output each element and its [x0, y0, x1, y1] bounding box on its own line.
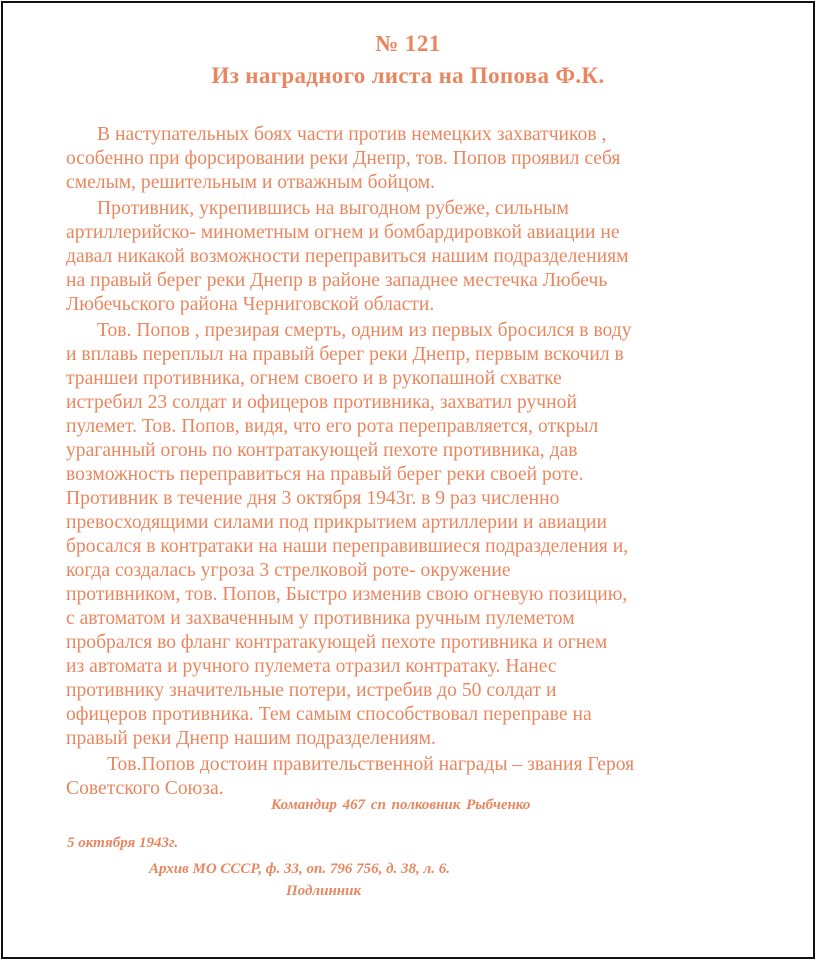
body-line: пулемет. Тов. Попов, видя, что его рота переправляется, открыл — [66, 416, 599, 437]
document-number: № 121 — [375, 31, 441, 56]
body-line: бросался в контратаки на наши переправившиеся подразделения и, — [66, 536, 629, 557]
body-line: артиллерийско- минометным огнем и бомбардировкой авиации не — [66, 222, 620, 243]
body-line: траншеи противника, огнем своего и в рукопашной схватке — [66, 368, 562, 389]
body-line: возможность переправиться на правый берег реки своей роте. — [66, 464, 584, 485]
body-line: Противник в течение дня 3 октября 1943г. в 9 раз численно — [66, 488, 560, 509]
body-line: особенно при форсировании реки Днепр, тов. Попов проявил себя — [66, 148, 621, 169]
document-title: Из наградного листа на Попова Ф.К. — [211, 63, 605, 88]
body-line: противником, тов. Попов, Быстро изменив свою огневую позицию, — [66, 584, 628, 605]
body-line: из автомата и ручного пулемета отразил контратаку. Нанес — [66, 656, 557, 677]
body-line: истребил 23 солдат и офицеров противника, захватил ручной — [66, 392, 577, 413]
body-line: с автоматом и захваченным у противника ручным пулеметом — [66, 608, 575, 629]
body-line: противнику значительные потери, истребив до 50 солдат и — [66, 680, 557, 701]
page-frame — [1, 1, 815, 959]
body-line: Тов. Попов , презирая смерть, одним из первых бросился в воду — [97, 320, 632, 341]
body-line: правый реки Днепр нашим подразделениям. — [66, 728, 436, 749]
body-line: пробрался во фланг контратакующей пехоте противника и огнем — [66, 632, 608, 653]
body-line: Тов.Попов достоин правительственной награды – звания Героя — [107, 754, 635, 775]
body-line: превосходящими силами под прикрытием артиллерии и авиации — [66, 512, 607, 533]
award-document — [3, 3, 813, 957]
body-line: когда создалась угроза 3 стрелковой роте- окружение — [66, 560, 511, 581]
body-line: и вплавь переплыл на правый берег реки Днепр, первым вскочил в — [66, 344, 624, 365]
archive-reference: Архив МО СССР, ф. 33, оп. 796 756, д. 38, л. 6. — [149, 861, 450, 877]
document-date: 5 октября 1943г. — [67, 835, 179, 851]
body-line: смелым, решительным и отважным бойцом. — [66, 172, 436, 193]
body-line: Противник, укрепившись на выгодном рубеже, сильным — [97, 198, 569, 219]
body-line: на правый берег реки Днепр в районе западнее местечка Любечь — [66, 270, 608, 291]
body-line: офицеров противника. Тем самым способствовал переправе на — [66, 704, 592, 725]
commander-signature: Командир 467 сп полковник Рыбченко — [271, 797, 531, 813]
body-line: Советского Союза. — [66, 778, 224, 799]
body-line: давал никакой возможности переправиться нашим подразделениям — [66, 246, 629, 267]
body-line: В наступательных боях части против немецких захватчиков , — [97, 124, 607, 145]
body-line: Любечьского района Черниговской области. — [66, 294, 435, 315]
original-note: Подлинник — [286, 883, 362, 899]
body-line: ураганный огонь по контратакующей пехоте противника, дав — [66, 440, 578, 461]
